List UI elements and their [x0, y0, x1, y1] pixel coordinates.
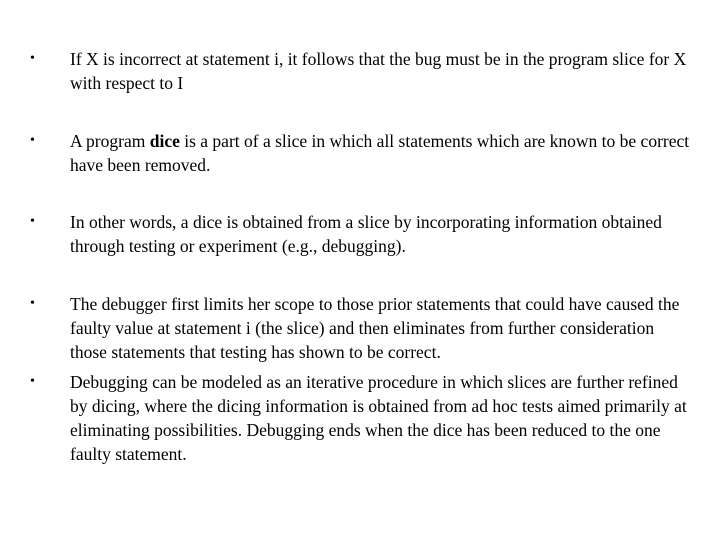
bullet-text-before: A program [70, 131, 150, 151]
bullet-icon: • [30, 51, 35, 66]
bullet-text: Debugging can be modeled as an iterative procedure in which slices are further refined by dicing, where the dicing information is obtained from ad hoc tests aimed primarily at eliminating possibilities. Debugging ends when the dice has been reduced to the one faulty statement. [70, 372, 687, 464]
bullet-text: The debugger first limits her scope to those prior statements that could have caused the faulty value at statement i (the slice) and then eliminates from further consideration those statements that testing has shown to be correct. [70, 294, 680, 362]
bullet-text: If X is incorrect at statement i, it follows that the bug must be in the program slice for X with respect to I [70, 49, 687, 93]
bullet-text-after: is a part of a slice in which all statements which are known to be correct have been removed. [70, 131, 690, 175]
bullet-icon: • [30, 296, 35, 311]
bullet-text [70, 129, 690, 177]
bullet-text-bold-term: dice [149, 131, 180, 151]
bullet-item-dice-definition [30, 129, 690, 177]
bullet-icon: • [30, 214, 35, 229]
bullet-item-slice-bug [30, 47, 690, 95]
bullet-item-debugger-scope [30, 292, 690, 364]
bullet-item-iterative-procedure [30, 370, 690, 466]
bullet-text: In other words, a dice is obtained from a slice by incorporating information obtained through testing or experiment (e.g., debugging). [70, 212, 662, 256]
bullet-item-dice-obtained [30, 210, 690, 258]
bullet-icon: • [30, 374, 35, 389]
bullet-icon: • [30, 133, 35, 148]
